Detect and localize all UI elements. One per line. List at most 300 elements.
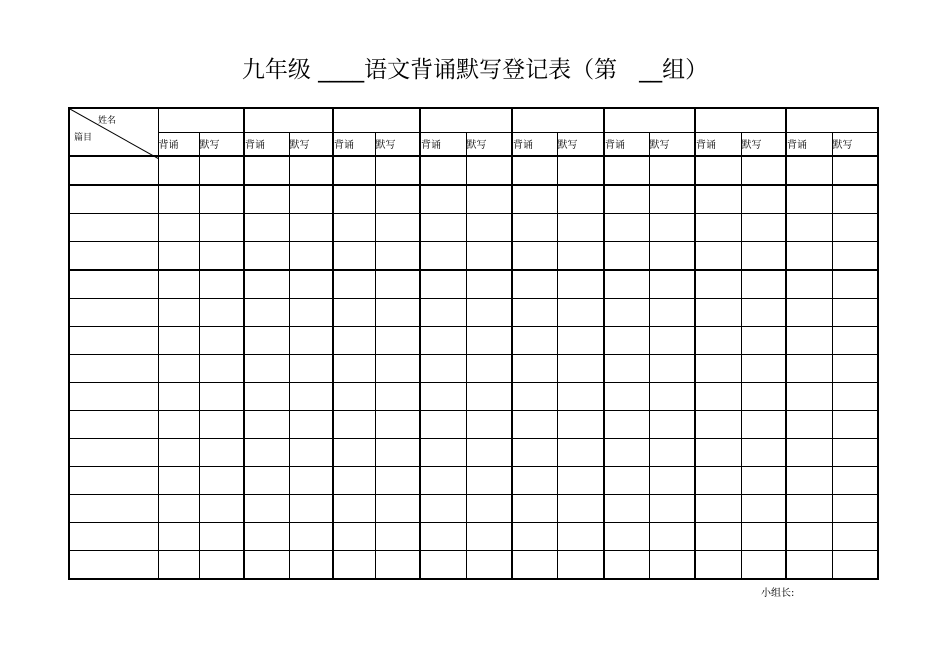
dictation-cell[interactable] [289, 241, 333, 270]
table-row [69, 466, 878, 494]
recite-cell[interactable] [244, 522, 289, 550]
sub-header-row [69, 133, 878, 156]
recite-cell[interactable] [604, 466, 649, 494]
recite-header: 背诵 [512, 133, 557, 156]
recite-cell[interactable] [420, 213, 466, 241]
recite-cell[interactable] [244, 298, 289, 326]
recite-cell[interactable] [333, 156, 375, 185]
dictation-cell[interactable] [649, 550, 695, 579]
table-row [69, 494, 878, 522]
dictation-cell[interactable] [289, 438, 333, 466]
recite-cell[interactable] [512, 550, 557, 579]
recite-cell[interactable] [695, 241, 741, 270]
dictation-cell[interactable] [649, 213, 695, 241]
dictation-cell[interactable] [557, 156, 604, 185]
recite-cell[interactable] [158, 410, 199, 438]
corner-label-name: 姓名 [98, 116, 117, 126]
recite-cell[interactable] [695, 410, 741, 438]
dictation-cell[interactable] [832, 185, 878, 214]
dictation-cell[interactable] [375, 466, 420, 494]
name-header-row [69, 108, 878, 133]
dictation-cell[interactable] [199, 494, 244, 522]
dictation-cell[interactable] [649, 354, 695, 382]
recite-cell[interactable] [786, 466, 832, 494]
table-row [69, 270, 878, 299]
article-title-cell[interactable] [69, 494, 158, 522]
recite-cell[interactable] [244, 213, 289, 241]
dictation-cell[interactable] [199, 241, 244, 270]
student-name-cell[interactable] [420, 108, 512, 133]
dictation-cell[interactable] [199, 466, 244, 494]
corner-label-pian: 篇目 [74, 133, 93, 143]
recite-cell[interactable] [244, 354, 289, 382]
recite-cell[interactable] [786, 156, 832, 185]
dictation-header: 默写 [199, 133, 244, 156]
recite-cell[interactable] [420, 185, 466, 214]
dictation-cell[interactable] [199, 354, 244, 382]
dictation-cell[interactable] [375, 213, 420, 241]
recite-cell[interactable] [333, 354, 375, 382]
recite-cell[interactable] [333, 298, 375, 326]
recite-cell[interactable] [158, 156, 199, 185]
recite-cell[interactable] [786, 550, 832, 579]
dictation-cell[interactable] [649, 298, 695, 326]
dictation-cell[interactable] [289, 550, 333, 579]
dictation-cell[interactable] [375, 410, 420, 438]
recite-cell[interactable] [420, 354, 466, 382]
recite-cell[interactable] [786, 326, 832, 354]
article-title-cell[interactable] [69, 241, 158, 270]
recite-cell[interactable] [604, 354, 649, 382]
dictation-cell[interactable] [557, 494, 604, 522]
dictation-cell[interactable] [649, 522, 695, 550]
recite-cell[interactable] [158, 466, 199, 494]
recite-cell[interactable] [512, 354, 557, 382]
table-row [69, 522, 878, 550]
recite-cell[interactable] [512, 270, 557, 299]
recite-cell[interactable] [512, 326, 557, 354]
recite-cell[interactable] [158, 270, 199, 299]
table-row [69, 298, 878, 326]
student-name-cell[interactable] [604, 108, 695, 133]
recite-cell[interactable] [512, 466, 557, 494]
recite-cell[interactable] [420, 494, 466, 522]
recite-cell[interactable] [158, 522, 199, 550]
student-name-cell[interactable] [158, 108, 244, 133]
dictation-cell[interactable] [199, 550, 244, 579]
dictation-header: 默写 [289, 133, 333, 156]
recite-cell[interactable] [604, 241, 649, 270]
recite-cell[interactable] [604, 382, 649, 410]
recite-cell[interactable] [786, 522, 832, 550]
dictation-cell[interactable] [741, 298, 786, 326]
article-title-cell[interactable] [69, 185, 158, 214]
recite-cell[interactable] [158, 241, 199, 270]
recite-cell[interactable] [158, 494, 199, 522]
recite-header: 背诵 [786, 133, 832, 156]
corner-header-cell [69, 108, 158, 156]
dictation-cell[interactable] [832, 156, 878, 185]
dictation-cell[interactable] [741, 213, 786, 241]
recite-cell[interactable] [512, 382, 557, 410]
dictation-cell[interactable] [466, 354, 512, 382]
recite-cell[interactable] [512, 213, 557, 241]
dictation-cell[interactable] [741, 326, 786, 354]
article-title-cell[interactable] [69, 466, 158, 494]
dictation-cell[interactable] [649, 241, 695, 270]
dictation-cell[interactable] [466, 466, 512, 494]
recite-cell[interactable] [158, 298, 199, 326]
dictation-cell[interactable] [289, 326, 333, 354]
recite-cell[interactable] [158, 550, 199, 579]
dictation-cell[interactable] [199, 522, 244, 550]
dictation-cell[interactable] [466, 241, 512, 270]
recite-cell[interactable] [420, 550, 466, 579]
dictation-cell[interactable] [375, 298, 420, 326]
dictation-cell[interactable] [832, 466, 878, 494]
dictation-cell[interactable] [375, 241, 420, 270]
recite-cell[interactable] [420, 241, 466, 270]
recite-cell[interactable] [158, 213, 199, 241]
recite-cell[interactable] [695, 185, 741, 214]
recite-cell[interactable] [244, 494, 289, 522]
recite-cell[interactable] [695, 213, 741, 241]
dictation-cell[interactable] [741, 466, 786, 494]
group-leader-label: 小组长: [761, 588, 795, 599]
table-row [69, 438, 878, 466]
dictation-cell[interactable] [289, 522, 333, 550]
recite-cell[interactable] [158, 326, 199, 354]
dictation-cell[interactable] [466, 438, 512, 466]
dictation-cell[interactable] [741, 270, 786, 299]
dictation-cell[interactable] [466, 185, 512, 214]
register-table-wrapper [68, 107, 879, 580]
recite-cell[interactable] [786, 382, 832, 410]
recite-cell[interactable] [786, 213, 832, 241]
dictation-cell[interactable] [832, 522, 878, 550]
recite-cell[interactable] [420, 438, 466, 466]
dictation-cell[interactable] [466, 298, 512, 326]
table-row [69, 410, 878, 438]
dictation-cell[interactable] [649, 438, 695, 466]
recite-cell[interactable] [786, 270, 832, 299]
dictation-cell[interactable] [832, 354, 878, 382]
recite-cell[interactable] [786, 241, 832, 270]
recite-cell[interactable] [604, 494, 649, 522]
recite-cell[interactable] [604, 550, 649, 579]
recite-cell[interactable] [333, 438, 375, 466]
dictation-cell[interactable] [741, 241, 786, 270]
table-row [69, 241, 878, 270]
recite-cell[interactable] [604, 298, 649, 326]
student-name-cell[interactable] [695, 108, 786, 133]
dictation-cell[interactable] [289, 185, 333, 214]
dictation-cell[interactable] [289, 494, 333, 522]
dictation-cell[interactable] [289, 156, 333, 185]
dictation-cell[interactable] [375, 382, 420, 410]
dictation-cell[interactable] [466, 326, 512, 354]
recite-cell[interactable] [420, 156, 466, 185]
dictation-cell[interactable] [557, 298, 604, 326]
dictation-cell[interactable] [741, 185, 786, 214]
recite-cell[interactable] [695, 550, 741, 579]
recite-cell[interactable] [786, 298, 832, 326]
dictation-cell[interactable] [557, 550, 604, 579]
dictation-cell[interactable] [199, 213, 244, 241]
dictation-cell[interactable] [375, 185, 420, 214]
recite-cell[interactable] [420, 466, 466, 494]
dictation-cell[interactable] [649, 382, 695, 410]
dictation-cell[interactable] [741, 382, 786, 410]
recite-cell[interactable] [333, 241, 375, 270]
recite-cell[interactable] [695, 382, 741, 410]
recite-cell[interactable] [158, 354, 199, 382]
dictation-cell[interactable] [199, 382, 244, 410]
dictation-cell[interactable] [741, 550, 786, 579]
dictation-cell[interactable] [199, 438, 244, 466]
dictation-cell[interactable] [741, 438, 786, 466]
student-name-cell[interactable] [512, 108, 604, 133]
dictation-cell[interactable] [832, 326, 878, 354]
register-table [68, 107, 879, 580]
article-title-cell[interactable] [69, 410, 158, 438]
recite-cell[interactable] [604, 522, 649, 550]
recite-cell[interactable] [244, 438, 289, 466]
dictation-cell[interactable] [832, 213, 878, 241]
dictation-header: 默写 [375, 133, 420, 156]
recite-cell[interactable] [333, 522, 375, 550]
article-title-cell[interactable] [69, 156, 158, 185]
dictation-cell[interactable] [832, 298, 878, 326]
recite-cell[interactable] [512, 185, 557, 214]
dictation-cell[interactable] [466, 382, 512, 410]
recite-cell[interactable] [786, 494, 832, 522]
recite-cell[interactable] [786, 354, 832, 382]
dictation-cell[interactable] [199, 298, 244, 326]
table-row [69, 354, 878, 382]
dictation-cell[interactable] [557, 466, 604, 494]
recite-cell[interactable] [158, 438, 199, 466]
recite-cell[interactable] [695, 438, 741, 466]
dictation-header: 默写 [466, 133, 512, 156]
recite-cell[interactable] [244, 241, 289, 270]
student-name-cell[interactable] [244, 108, 333, 133]
dictation-cell[interactable] [649, 185, 695, 214]
dictation-cell[interactable] [466, 494, 512, 522]
recite-cell[interactable] [512, 298, 557, 326]
recite-cell[interactable] [512, 410, 557, 438]
dictation-cell[interactable] [832, 494, 878, 522]
recite-cell[interactable] [420, 270, 466, 299]
dictation-header: 默写 [741, 133, 786, 156]
student-name-cell[interactable] [333, 108, 420, 133]
recite-cell[interactable] [333, 382, 375, 410]
dictation-cell[interactable] [649, 410, 695, 438]
dictation-cell[interactable] [557, 185, 604, 214]
dictation-cell[interactable] [289, 382, 333, 410]
dictation-cell[interactable] [375, 326, 420, 354]
article-title-cell[interactable] [69, 550, 158, 579]
dictation-cell[interactable] [557, 213, 604, 241]
dictation-cell[interactable] [466, 410, 512, 438]
dictation-cell[interactable] [199, 156, 244, 185]
recite-cell[interactable] [333, 550, 375, 579]
recite-cell[interactable] [604, 156, 649, 185]
table-row [69, 326, 878, 354]
recite-cell[interactable] [244, 466, 289, 494]
dictation-cell[interactable] [649, 326, 695, 354]
recite-cell[interactable] [244, 550, 289, 579]
dictation-cell[interactable] [832, 410, 878, 438]
dictation-cell[interactable] [741, 410, 786, 438]
recite-cell[interactable] [244, 382, 289, 410]
recite-cell[interactable] [333, 213, 375, 241]
recite-header: 背诵 [695, 133, 741, 156]
recite-cell[interactable] [695, 156, 741, 185]
dictation-cell[interactable] [649, 466, 695, 494]
dictation-cell[interactable] [466, 522, 512, 550]
article-title-cell[interactable] [69, 270, 158, 299]
recite-cell[interactable] [420, 522, 466, 550]
recite-cell[interactable] [604, 326, 649, 354]
dictation-cell[interactable] [466, 213, 512, 241]
dictation-cell[interactable] [557, 326, 604, 354]
article-title-cell[interactable] [69, 354, 158, 382]
recite-cell[interactable] [333, 466, 375, 494]
dictation-cell[interactable] [466, 270, 512, 299]
dictation-cell[interactable] [199, 326, 244, 354]
dictation-cell[interactable] [649, 156, 695, 185]
recite-header: 背诵 [604, 133, 649, 156]
recite-cell[interactable] [604, 410, 649, 438]
recite-cell[interactable] [244, 185, 289, 214]
recite-cell[interactable] [420, 382, 466, 410]
recite-cell[interactable] [244, 156, 289, 185]
dictation-cell[interactable] [557, 438, 604, 466]
recite-cell[interactable] [512, 156, 557, 185]
dictation-cell[interactable] [832, 382, 878, 410]
dictation-cell[interactable] [832, 241, 878, 270]
recite-cell[interactable] [244, 326, 289, 354]
article-title-cell[interactable] [69, 213, 158, 241]
recite-header: 背诵 [158, 133, 199, 156]
recite-cell[interactable] [695, 326, 741, 354]
dictation-cell[interactable] [741, 156, 786, 185]
article-title-cell[interactable] [69, 298, 158, 326]
table-row [69, 156, 878, 185]
dictation-cell[interactable] [375, 550, 420, 579]
recite-cell[interactable] [604, 270, 649, 299]
dictation-cell[interactable] [466, 156, 512, 185]
dictation-cell[interactable] [466, 550, 512, 579]
recite-cell[interactable] [244, 410, 289, 438]
dictation-header: 默写 [832, 133, 878, 156]
dictation-header: 默写 [557, 133, 604, 156]
dictation-cell[interactable] [557, 270, 604, 299]
recite-cell[interactable] [512, 241, 557, 270]
recite-cell[interactable] [158, 382, 199, 410]
dictation-cell[interactable] [649, 270, 695, 299]
dictation-cell[interactable] [557, 354, 604, 382]
dictation-cell[interactable] [375, 438, 420, 466]
dictation-cell[interactable] [199, 185, 244, 214]
recite-header: 背诵 [420, 133, 466, 156]
dictation-cell[interactable] [557, 382, 604, 410]
table-row [69, 213, 878, 241]
recite-cell[interactable] [604, 438, 649, 466]
dictation-cell[interactable] [832, 270, 878, 299]
recite-cell[interactable] [786, 410, 832, 438]
recite-cell[interactable] [695, 298, 741, 326]
article-title-cell[interactable] [69, 438, 158, 466]
recite-cell[interactable] [420, 298, 466, 326]
dictation-cell[interactable] [289, 354, 333, 382]
dictation-cell[interactable] [557, 410, 604, 438]
recite-cell[interactable] [695, 466, 741, 494]
recite-cell[interactable] [420, 410, 466, 438]
recite-cell[interactable] [695, 354, 741, 382]
dictation-cell[interactable] [649, 494, 695, 522]
dictation-cell[interactable] [741, 522, 786, 550]
dictation-cell[interactable] [741, 494, 786, 522]
student-name-cell[interactable] [786, 108, 878, 133]
dictation-cell[interactable] [741, 354, 786, 382]
recite-cell[interactable] [333, 410, 375, 438]
table-row [69, 185, 878, 214]
dictation-cell[interactable] [289, 213, 333, 241]
recite-cell[interactable] [158, 185, 199, 214]
recite-cell[interactable] [244, 270, 289, 299]
dictation-cell[interactable] [289, 298, 333, 326]
dictation-cell[interactable] [375, 522, 420, 550]
dictation-cell[interactable] [557, 241, 604, 270]
recite-cell[interactable] [695, 270, 741, 299]
page-title: 九年级 ____语文背诵默写登记表（第 __组） [241, 57, 709, 83]
dictation-header: 默写 [649, 133, 695, 156]
dictation-cell[interactable] [832, 438, 878, 466]
recite-cell[interactable] [512, 522, 557, 550]
article-title-cell[interactable] [69, 326, 158, 354]
dictation-cell[interactable] [375, 156, 420, 185]
dictation-cell[interactable] [289, 270, 333, 299]
recite-cell[interactable] [512, 494, 557, 522]
dictation-cell[interactable] [375, 494, 420, 522]
recite-cell[interactable] [420, 326, 466, 354]
recite-header: 背诵 [333, 133, 375, 156]
dictation-cell[interactable] [199, 410, 244, 438]
recite-cell[interactable] [333, 326, 375, 354]
dictation-cell[interactable] [289, 410, 333, 438]
recite-cell[interactable] [333, 270, 375, 299]
recite-cell[interactable] [604, 185, 649, 214]
recite-cell[interactable] [333, 494, 375, 522]
recite-cell[interactable] [512, 438, 557, 466]
recite-cell[interactable] [786, 185, 832, 214]
dictation-cell[interactable] [289, 466, 333, 494]
recite-cell[interactable] [604, 213, 649, 241]
recite-cell[interactable] [786, 438, 832, 466]
recite-cell[interactable] [695, 494, 741, 522]
dictation-cell[interactable] [199, 270, 244, 299]
article-title-cell[interactable] [69, 382, 158, 410]
article-title-cell[interactable] [69, 522, 158, 550]
dictation-cell[interactable] [375, 270, 420, 299]
recite-cell[interactable] [695, 522, 741, 550]
dictation-cell[interactable] [557, 522, 604, 550]
dictation-cell[interactable] [375, 354, 420, 382]
dictation-cell[interactable] [832, 550, 878, 579]
recite-cell[interactable] [333, 185, 375, 214]
